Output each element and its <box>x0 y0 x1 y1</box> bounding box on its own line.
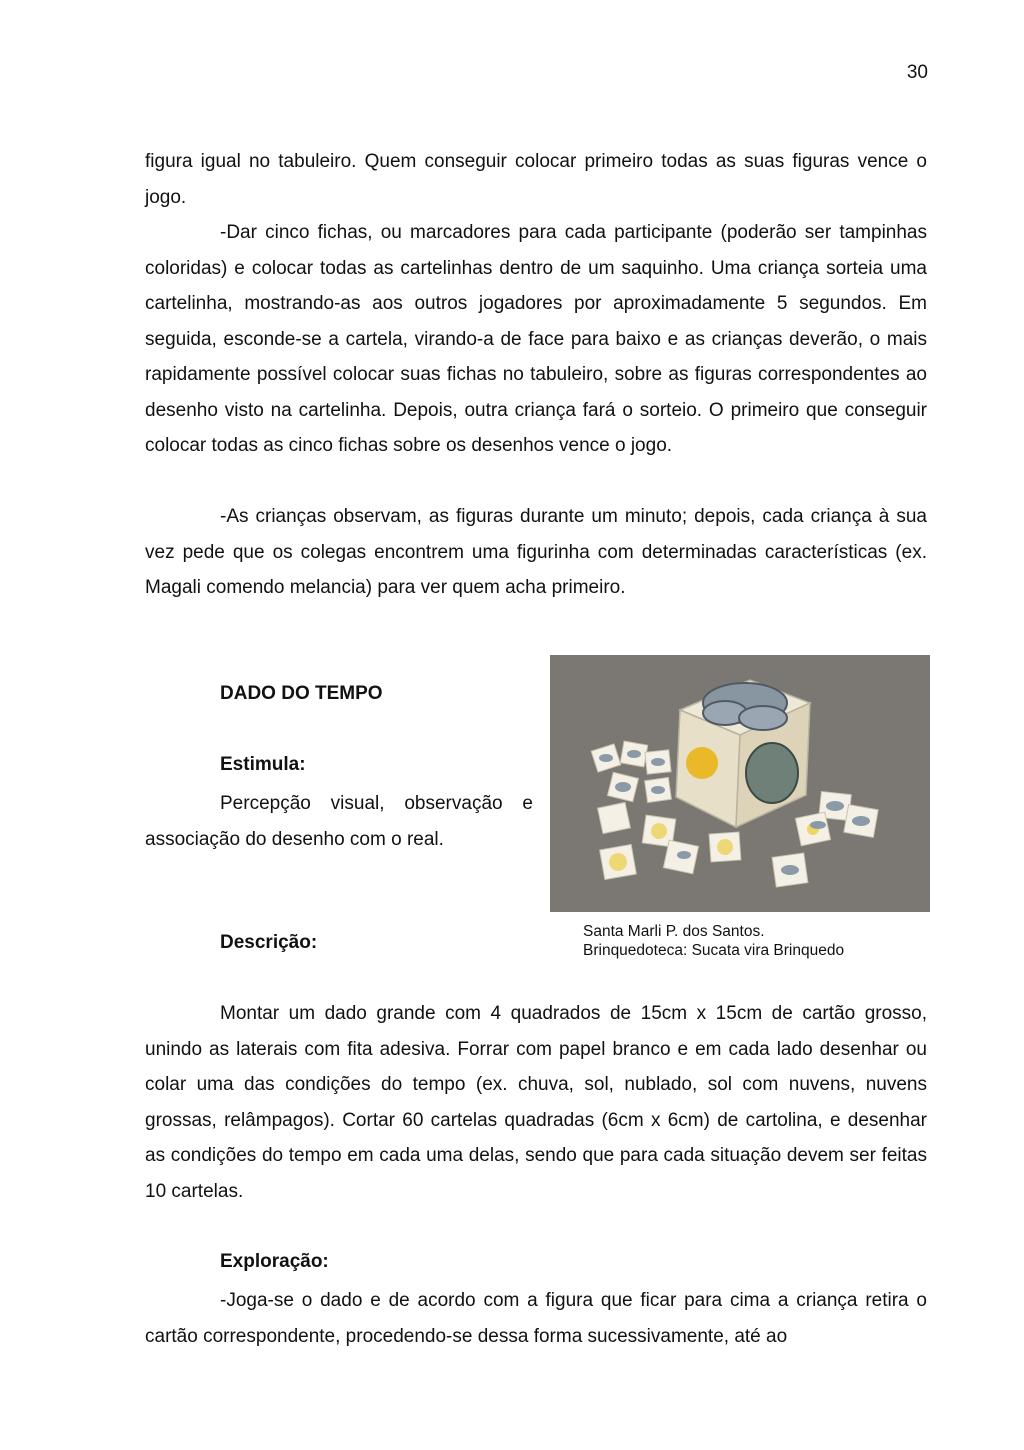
figure-caption <box>583 922 844 960</box>
caption-source: Brinquedoteca: Sucata vira Brinquedo <box>583 942 845 959</box>
intro-paragraph-3: -As crianças observam, as figuras durante um minuto; depois, cada criança à sua vez pede que os colegas encontrem uma figurinha com determinadas características (ex. Magali comendo melancia) para ver quem acha primeiro. <box>145 506 927 598</box>
section-title: DADO DO TEMPO <box>220 683 383 704</box>
stimulates-text: Percepção visual, observação e associação do desenho com o real. <box>145 793 533 850</box>
page-number: 30 <box>906 62 928 83</box>
description-heading: Descrição: <box>220 932 318 953</box>
exploration-heading: Exploração: <box>220 1251 329 1272</box>
stimulates-heading: Estimula: <box>220 754 306 775</box>
intro-paragraph-2: -Dar cinco fichas, ou marcadores para cada participante (poderão ser tampinhas coloridas) e colocar todas as cartelinhas dentro de um saquinho. Uma criança sorteia uma cartelinha, mostrando-as aos outros jogadores por aproximadamente 5 segundos. Em seguida, esconde-se a cartela, virando-a de face para baixo e as crianças deverão, o mais rapidamente possível colocar suas fichas no tabuleiro, sobre as figuras correspondentes ao desenho visto na cartelinha. Depois, outra criança fará o sorteio. O primeiro que conseguir colocar todas as cinco fichas sobre os desenhos vence o jogo. <box>145 222 927 456</box>
intro-paragraph-1: figura igual no tabuleiro. Quem conseguir colocar primeiro todas as suas figuras vence o jogo. <box>145 151 927 208</box>
caption-author: Santa Marli P. dos Santos. <box>583 923 765 940</box>
dice-photo <box>550 655 930 912</box>
exploration-text: -Joga-se o dado e de acordo com a figura que ficar para cima a criança retira o cartão correspondente, procedendo-se dessa forma sucessivamente, até ao <box>145 1290 927 1347</box>
description-text: Montar um dado grande com 4 quadrados de 15cm x 15cm de cartão grosso, unindo as laterais com fita adesiva. Forrar com papel branco e em cada lado desenhar ou colar uma das condições do tempo (ex. chuva, sol, nublado, sol com nuvens, nuvens grossas, relâmpagos). Cortar 60 cartelas quadradas (6cm x 6cm) de cartolina, e desenhar as condições do tempo em cada uma delas, sendo que para cada situação devem ser feitas 10 cartelas. <box>145 1003 927 1202</box>
